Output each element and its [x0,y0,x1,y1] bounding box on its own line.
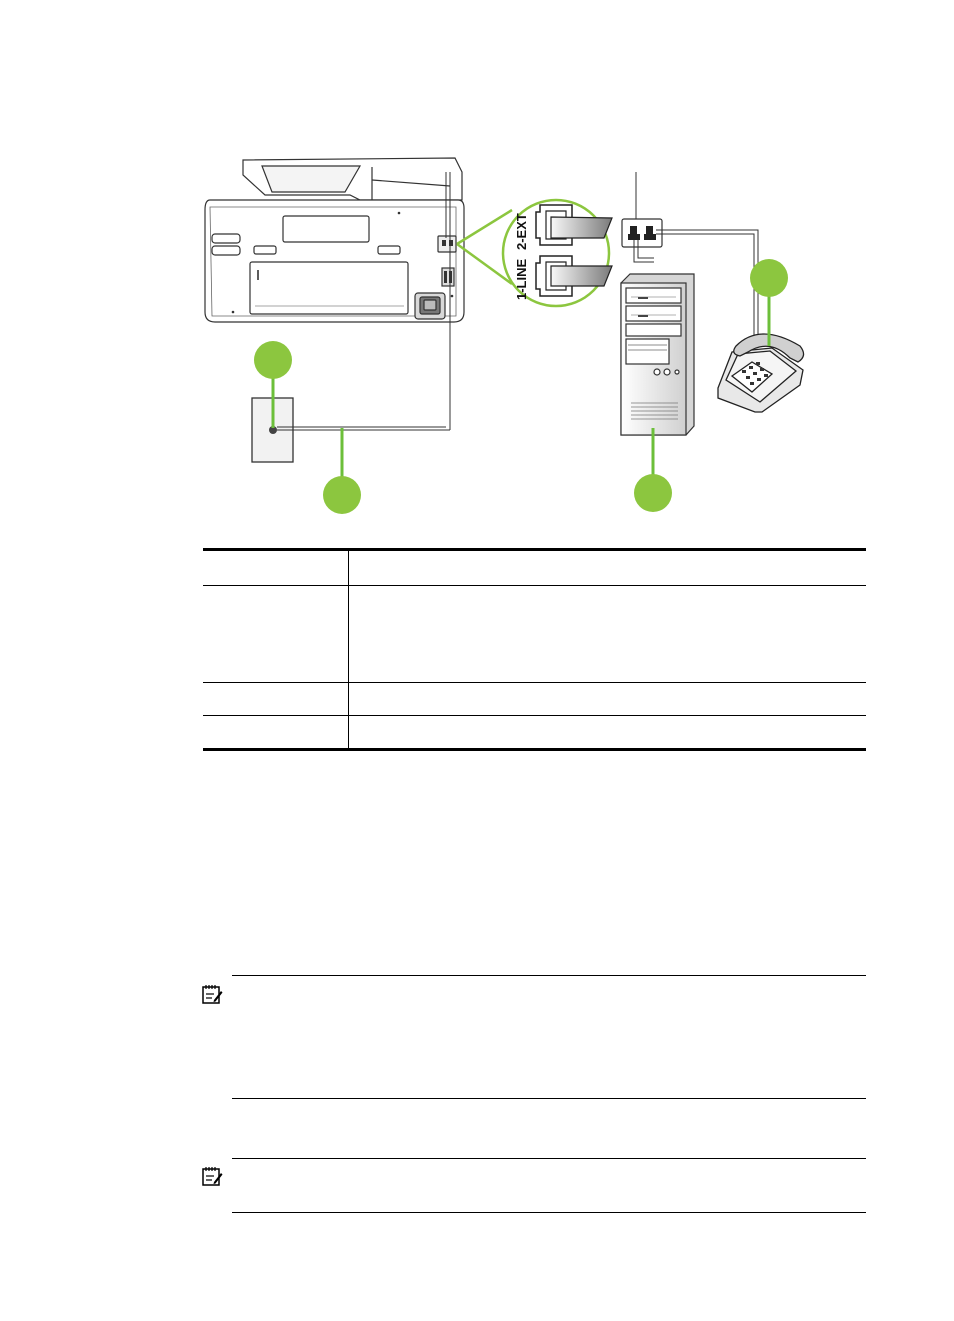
note-bottom-rule [232,1212,866,1213]
computer-tower-icon [621,274,694,435]
note-icon [201,983,223,1005]
telephone-icon [718,334,804,412]
note-top-rule [232,975,866,976]
table-top-rule [203,548,866,551]
port-label-line: 1-LINE [514,258,529,300]
table-column-divider [348,551,349,748]
port-zoom [457,200,612,306]
printer-icon [205,158,464,322]
table-row-divider [203,715,866,716]
phone-jack-icon [252,398,450,462]
table-bottom-rule [203,748,866,751]
callout-3 [634,428,672,512]
table-row-divider [203,682,866,683]
note-icon [201,1165,223,1187]
connection-diagram [0,0,954,540]
table-row-divider [203,585,866,586]
callout-4 [750,259,788,346]
note-bottom-rule [232,1098,866,1099]
note-top-rule [232,1158,866,1159]
port-label-ext: 2-EXT [514,213,529,250]
callout-2 [323,428,361,514]
